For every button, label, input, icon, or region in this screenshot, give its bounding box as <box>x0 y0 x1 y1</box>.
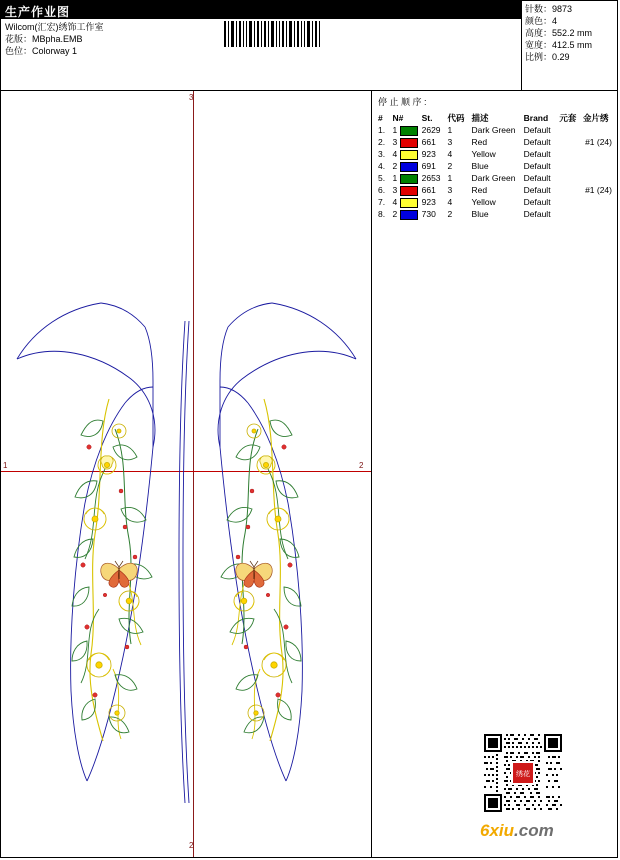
cell-color-number: 3 <box>392 185 400 195</box>
cell-color-number: 4 <box>392 149 400 159</box>
color-swatch <box>400 126 418 136</box>
spec-colors <box>525 15 615 27</box>
spec-colors-label: 颜色： <box>525 16 553 26</box>
cell-description: Red <box>471 185 488 195</box>
axis-label-top: 3 <box>189 93 194 102</box>
cell-description: Yellow <box>471 149 496 159</box>
cell-code: 3 <box>447 137 453 147</box>
cell-description: Red <box>471 137 488 147</box>
cell-description: Yellow <box>471 197 496 207</box>
cell-index: 1. <box>378 125 386 135</box>
cell-color-number: 4 <box>392 197 400 207</box>
barcode <box>223 21 321 47</box>
cell-index: 6. <box>378 185 386 195</box>
site-domain: .com <box>514 821 554 840</box>
th-stitches: St. <box>421 113 433 123</box>
spec-width <box>525 39 615 51</box>
qr-code <box>484 734 562 812</box>
cell-number <box>391 208 420 220</box>
cell-description: Dark Green <box>471 125 516 135</box>
th-description: 描述 <box>471 113 489 123</box>
cell-number <box>391 160 420 172</box>
table-row[interactable] <box>376 148 614 160</box>
color-list-table <box>376 112 614 220</box>
axis-label-bottom: 2 <box>189 841 194 850</box>
color-swatch <box>400 198 418 208</box>
cell-color-number: 2 <box>392 209 400 219</box>
spec-height <box>525 27 615 39</box>
spec-block <box>521 1 618 91</box>
cell-code: 1 <box>447 173 453 183</box>
qr-center-logo: 绣花 <box>511 761 535 785</box>
spec-scale <box>525 51 615 63</box>
th-code: 代码 <box>447 113 465 123</box>
cell-sequin <box>581 196 614 208</box>
site-name: 6xiu <box>480 821 515 840</box>
spec-colors-value: 4 <box>552 16 558 26</box>
embroidery-artwork <box>1 91 372 858</box>
spec-height-label: 高度： <box>525 28 553 38</box>
cell-brand: Default <box>523 137 551 147</box>
cell-sequin <box>581 148 614 160</box>
cell-stitches: 2653 <box>421 173 441 183</box>
cell-description: Blue <box>471 209 489 219</box>
cell-brand: Default <box>523 173 551 183</box>
cell-stitches: 923 <box>421 149 436 159</box>
cell-brand: Default <box>523 149 551 159</box>
cell-yuan <box>557 160 581 172</box>
cell-stitches: 691 <box>421 161 436 171</box>
cell-index: 5. <box>378 173 386 183</box>
cell-number <box>391 172 420 184</box>
cell-sequin: #1 (24) <box>585 137 612 147</box>
cell-sequin <box>581 124 614 136</box>
cell-brand: Default <box>523 185 551 195</box>
cell-sequin: #1 (24) <box>585 185 612 195</box>
header-info-block <box>1 19 521 91</box>
spec-width-value: 412.5 mm <box>552 40 593 50</box>
cell-stitches: 661 <box>421 137 436 147</box>
color-swatch <box>400 210 418 220</box>
cell-color-number: 1 <box>392 173 400 183</box>
color-swatch <box>400 162 418 172</box>
cell-number <box>391 184 420 196</box>
axis-label-left: 1 <box>3 461 8 470</box>
th-index: # <box>378 113 383 123</box>
colorway-label: 色位： <box>5 46 33 56</box>
table-row[interactable] <box>376 124 614 136</box>
cell-number <box>391 124 420 136</box>
spec-scale-label: 比例： <box>525 52 553 62</box>
cell-code: 1 <box>447 125 453 135</box>
spec-height-value: 552.2 mm <box>552 28 593 38</box>
cell-code: 4 <box>447 149 453 159</box>
cell-number <box>391 148 420 160</box>
color-swatch <box>400 186 418 196</box>
cell-stitches: 730 <box>421 209 436 219</box>
cell-index: 8. <box>378 209 386 219</box>
cell-yuan <box>557 136 581 148</box>
cell-index: 4. <box>378 161 386 171</box>
stop-order-label: 停 止 顺 序 : <box>378 97 427 107</box>
cell-code: 2 <box>447 161 453 171</box>
cell-sequin <box>581 160 614 172</box>
design-canvas <box>1 91 372 858</box>
cell-color-number: 2 <box>392 161 400 171</box>
cell-code: 2 <box>447 209 453 219</box>
software-name: Wilcom(汇宏)绣饰工作室 <box>5 22 104 32</box>
table-row[interactable] <box>376 208 614 220</box>
cell-color-number: 1 <box>392 125 400 135</box>
colorway-value: Colorway 1 <box>32 46 78 56</box>
page-title: 生产作业图 <box>1 1 521 19</box>
cell-sequin <box>581 172 614 184</box>
cell-code: 3 <box>447 185 453 195</box>
axis-label-right: 2 <box>359 461 364 470</box>
spec-stitches-value: 9873 <box>552 4 573 14</box>
table-row[interactable] <box>376 136 614 148</box>
cell-brand: Default <box>523 209 551 219</box>
color-swatch <box>400 150 418 160</box>
cell-sequin <box>581 208 614 220</box>
cell-yuan <box>557 208 581 220</box>
table-row[interactable] <box>376 172 614 184</box>
cell-color-number: 3 <box>392 137 400 147</box>
th-sequin: 金片绣 <box>582 113 609 123</box>
cell-yuan <box>557 196 581 208</box>
table-row[interactable] <box>376 160 614 172</box>
cell-index: 2. <box>378 137 386 147</box>
th-yuan: 元套 <box>559 113 577 123</box>
cell-yuan <box>557 148 581 160</box>
cell-number <box>391 196 420 208</box>
spec-stitches-label: 针数： <box>525 4 553 14</box>
spec-stitches <box>525 3 615 15</box>
cell-yuan <box>557 172 581 184</box>
spec-scale-value: 0.29 <box>552 52 570 62</box>
table-row[interactable] <box>376 184 614 196</box>
cell-stitches: 923 <box>421 197 436 207</box>
cell-stitches: 661 <box>421 185 436 195</box>
cell-index: 7. <box>378 197 386 207</box>
table-row[interactable] <box>376 196 614 208</box>
cell-stitches: 2629 <box>421 125 441 135</box>
th-brand: Brand <box>523 113 549 123</box>
cell-description: Dark Green <box>471 173 516 183</box>
cell-brand: Default <box>523 161 551 171</box>
cell-description: Blue <box>471 161 489 171</box>
color-swatch <box>400 174 418 184</box>
pattern-value: MBpha.EMB <box>32 34 83 44</box>
cell-code: 4 <box>447 197 453 207</box>
th-number: N# <box>392 113 404 123</box>
color-swatch <box>400 138 418 148</box>
cell-yuan <box>557 184 581 196</box>
table-header-row <box>376 112 614 124</box>
cell-brand: Default <box>523 197 551 207</box>
spec-width-label: 宽度： <box>525 40 553 50</box>
cell-index: 3. <box>378 149 386 159</box>
cell-brand: Default <box>523 125 551 135</box>
cell-yuan <box>557 124 581 136</box>
cell-number <box>391 136 420 148</box>
pattern-label: 花版： <box>5 34 33 44</box>
site-watermark <box>480 821 554 841</box>
